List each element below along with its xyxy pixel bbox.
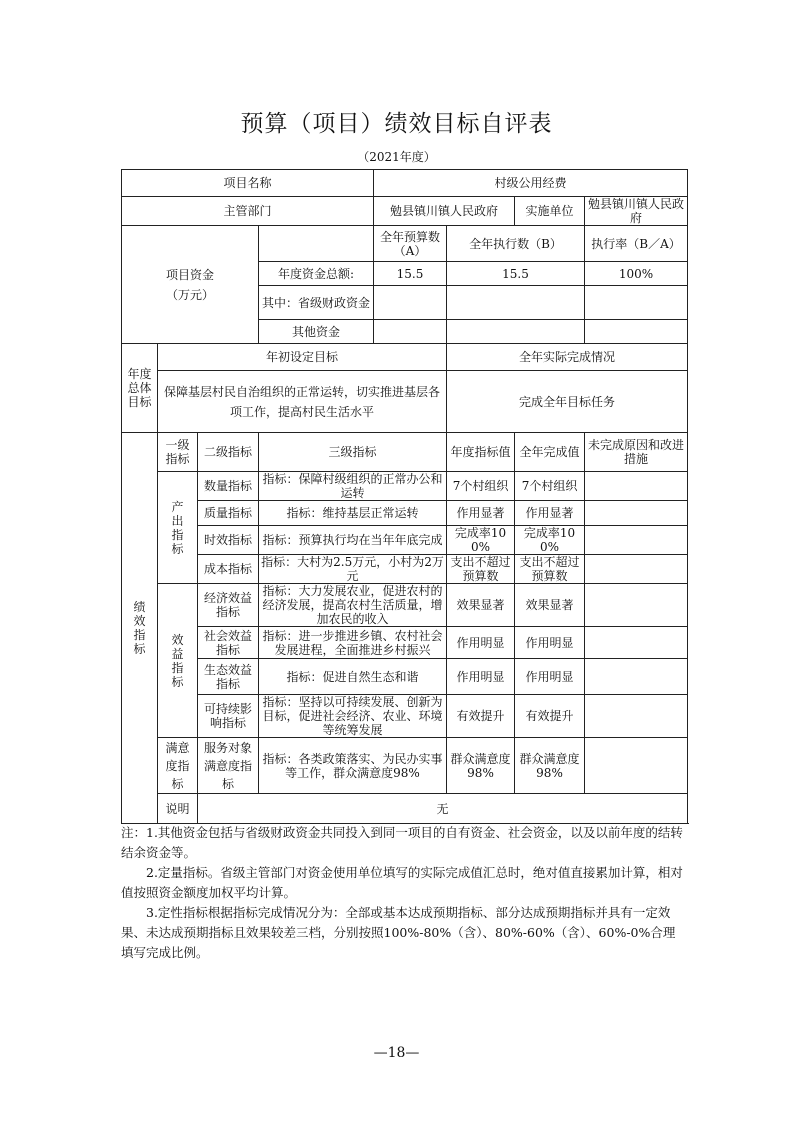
satisfaction-actual: 群众满意度98% [515, 738, 585, 794]
self-evaluation-table [121, 169, 688, 824]
output-target: 7个村组织 [447, 472, 515, 501]
satisfaction-l2: 服务对象满意度指标 [198, 738, 259, 794]
effect-l3: 指标：进一步推进乡镇、农村社会发展进程，全面推进乡村振兴 [259, 627, 447, 659]
level2-header: 二级指标 [198, 433, 259, 472]
effect-l2: 经济效益指标 [198, 584, 259, 627]
budget-col-header: 全年预算数（A） [374, 226, 447, 262]
output-indicators-label: 产出指标 [158, 472, 198, 584]
other-budget-value [374, 320, 447, 344]
output-l2: 质量指标 [198, 501, 259, 526]
note-1: 注：1.其他资金包括与省级财政资金共同投入到同一项目的自有资金、社会资金，以及以前年度的结转结余资金等。 [121, 825, 683, 860]
actual-goal-text: 完成全年目标任务 [447, 371, 688, 433]
total-rate-value: 100% [585, 262, 688, 286]
remark-value: 无 [198, 794, 688, 824]
effect-l2: 可持续影响指标 [198, 695, 259, 738]
provincial-funds-label: 其中：省级财政资金 [259, 286, 374, 320]
effect-indicators-label: 效益指标 [158, 584, 198, 738]
output-l2: 成本指标 [198, 555, 259, 584]
output-actual: 作用显著 [515, 501, 585, 526]
unit-label: 实施单位 [515, 197, 585, 226]
project-name-value: 村级公用经费 [374, 170, 688, 197]
effect-reason [585, 659, 688, 695]
output-reason [585, 472, 688, 501]
provincial-rate-value [585, 286, 688, 320]
output-actual: 7个村组织 [515, 472, 585, 501]
output-l2: 数量指标 [198, 472, 259, 501]
dept-value: 勉县镇川镇人民政府 [374, 197, 515, 226]
satisfaction-reason [585, 738, 688, 794]
unit-value: 勉县镇川镇人民政府 [585, 197, 688, 226]
performance-indicators-label: 绩效指标 [122, 433, 158, 824]
annual-goal-label: 年度总体目标 [122, 344, 158, 433]
page-title: 预算（项目）绩效目标自评表 [240, 111, 553, 137]
level3-header: 三级指标 [259, 433, 447, 472]
other-exec-value [447, 320, 585, 344]
note-2: 2.定量指标。省级主管部门对资金使用单位填写的实际完成值汇总时，绝对值直接累加计算，相对值按照资金额度加权平均计算。 [121, 865, 683, 900]
funds-blank-cell [259, 226, 374, 262]
remark-label: 说明 [158, 794, 198, 824]
output-reason [585, 555, 688, 584]
other-funds-label: 其他资金 [259, 320, 374, 344]
effect-l3: 指标：大力发展农业，促进农村的经济发展，提高农村生活质量，增加农民的收入 [259, 584, 447, 627]
initial-goal-text: 保障基层村民自治组织的正常运转，切实推进基层各项工作，提高村民生活水平 [158, 371, 447, 433]
other-rate-value [585, 320, 688, 344]
output-actual: 支出不超过预算数 [515, 555, 585, 584]
total-budget-value: 15.5 [374, 262, 447, 286]
effect-target: 效果显著 [447, 584, 515, 627]
actual-header: 全年完成值 [515, 433, 585, 472]
output-target: 支出不超过预算数 [447, 555, 515, 584]
table-notes [121, 823, 687, 963]
effect-actual: 作用明显 [515, 659, 585, 695]
effect-l2: 社会效益指标 [198, 627, 259, 659]
effect-l2: 生态效益指标 [198, 659, 259, 695]
rate-col-header: 执行率（B／A） [585, 226, 688, 262]
output-l3: 指标：大村为2.5万元，小村为2万元 [259, 555, 447, 584]
funds-label: 项目资金 （万元） [122, 226, 259, 344]
output-l2: 时效指标 [198, 526, 259, 555]
effect-reason [585, 695, 688, 738]
output-l3: 指标：保障村级组织的正常办公和运转 [259, 472, 447, 501]
provincial-exec-value [447, 286, 585, 320]
output-l3: 指标：预算执行均在当年年底完成 [259, 526, 447, 555]
initial-goal-header: 年初设定目标 [158, 344, 447, 371]
exec-col-header: 全年执行数（B） [447, 226, 585, 262]
effect-l3: 指标：促进自然生态和谐 [259, 659, 447, 695]
reason-header: 未完成原因和改进措施 [585, 433, 688, 472]
note-3: 3.定性指标根据指标完成情况分为：全部或基本达成预期指标、部分达成预期指标并具有一定效果、未达成预期指标且效果较差三档，分别按照100%-80%（含）、80%-60%（含）、60%-0%合理填写完成比例。 [121, 905, 676, 960]
effect-actual: 有效提升 [515, 695, 585, 738]
output-target: 完成率100% [447, 526, 515, 555]
page-number: —18— [373, 1045, 420, 1061]
output-reason [585, 526, 688, 555]
target-header: 年度指标值 [447, 433, 515, 472]
satisfaction-indicators-label: 满意度指标 [158, 738, 198, 794]
report-year: （2021年度） [357, 150, 436, 164]
effect-reason [585, 627, 688, 659]
project-name-label: 项目名称 [122, 170, 374, 197]
satisfaction-target: 群众满意度98% [447, 738, 515, 794]
output-actual: 完成率100% [515, 526, 585, 555]
effect-actual: 作用明显 [515, 627, 585, 659]
actual-goal-header: 全年实际完成情况 [447, 344, 688, 371]
effect-l3: 指标：坚持以可持续发展、创新为目标，促进社会经济、农业、环境等统筹发展 [259, 695, 447, 738]
effect-target: 作用明显 [447, 627, 515, 659]
output-target: 作用显著 [447, 501, 515, 526]
provincial-budget-value [374, 286, 447, 320]
effect-reason [585, 584, 688, 627]
total-funds-label: 年度资金总额: [259, 262, 374, 286]
dept-label: 主管部门 [122, 197, 374, 226]
output-l3: 指标：维持基层正常运转 [259, 501, 447, 526]
total-exec-value: 15.5 [447, 262, 585, 286]
effect-actual: 效果显著 [515, 584, 585, 627]
satisfaction-l3: 指标：各类政策落实、为民办实事等工作，群众满意度98% [259, 738, 447, 794]
effect-target: 有效提升 [447, 695, 515, 738]
effect-target: 作用明显 [447, 659, 515, 695]
output-reason [585, 501, 688, 526]
level1-header: 一级指标 [158, 433, 198, 472]
